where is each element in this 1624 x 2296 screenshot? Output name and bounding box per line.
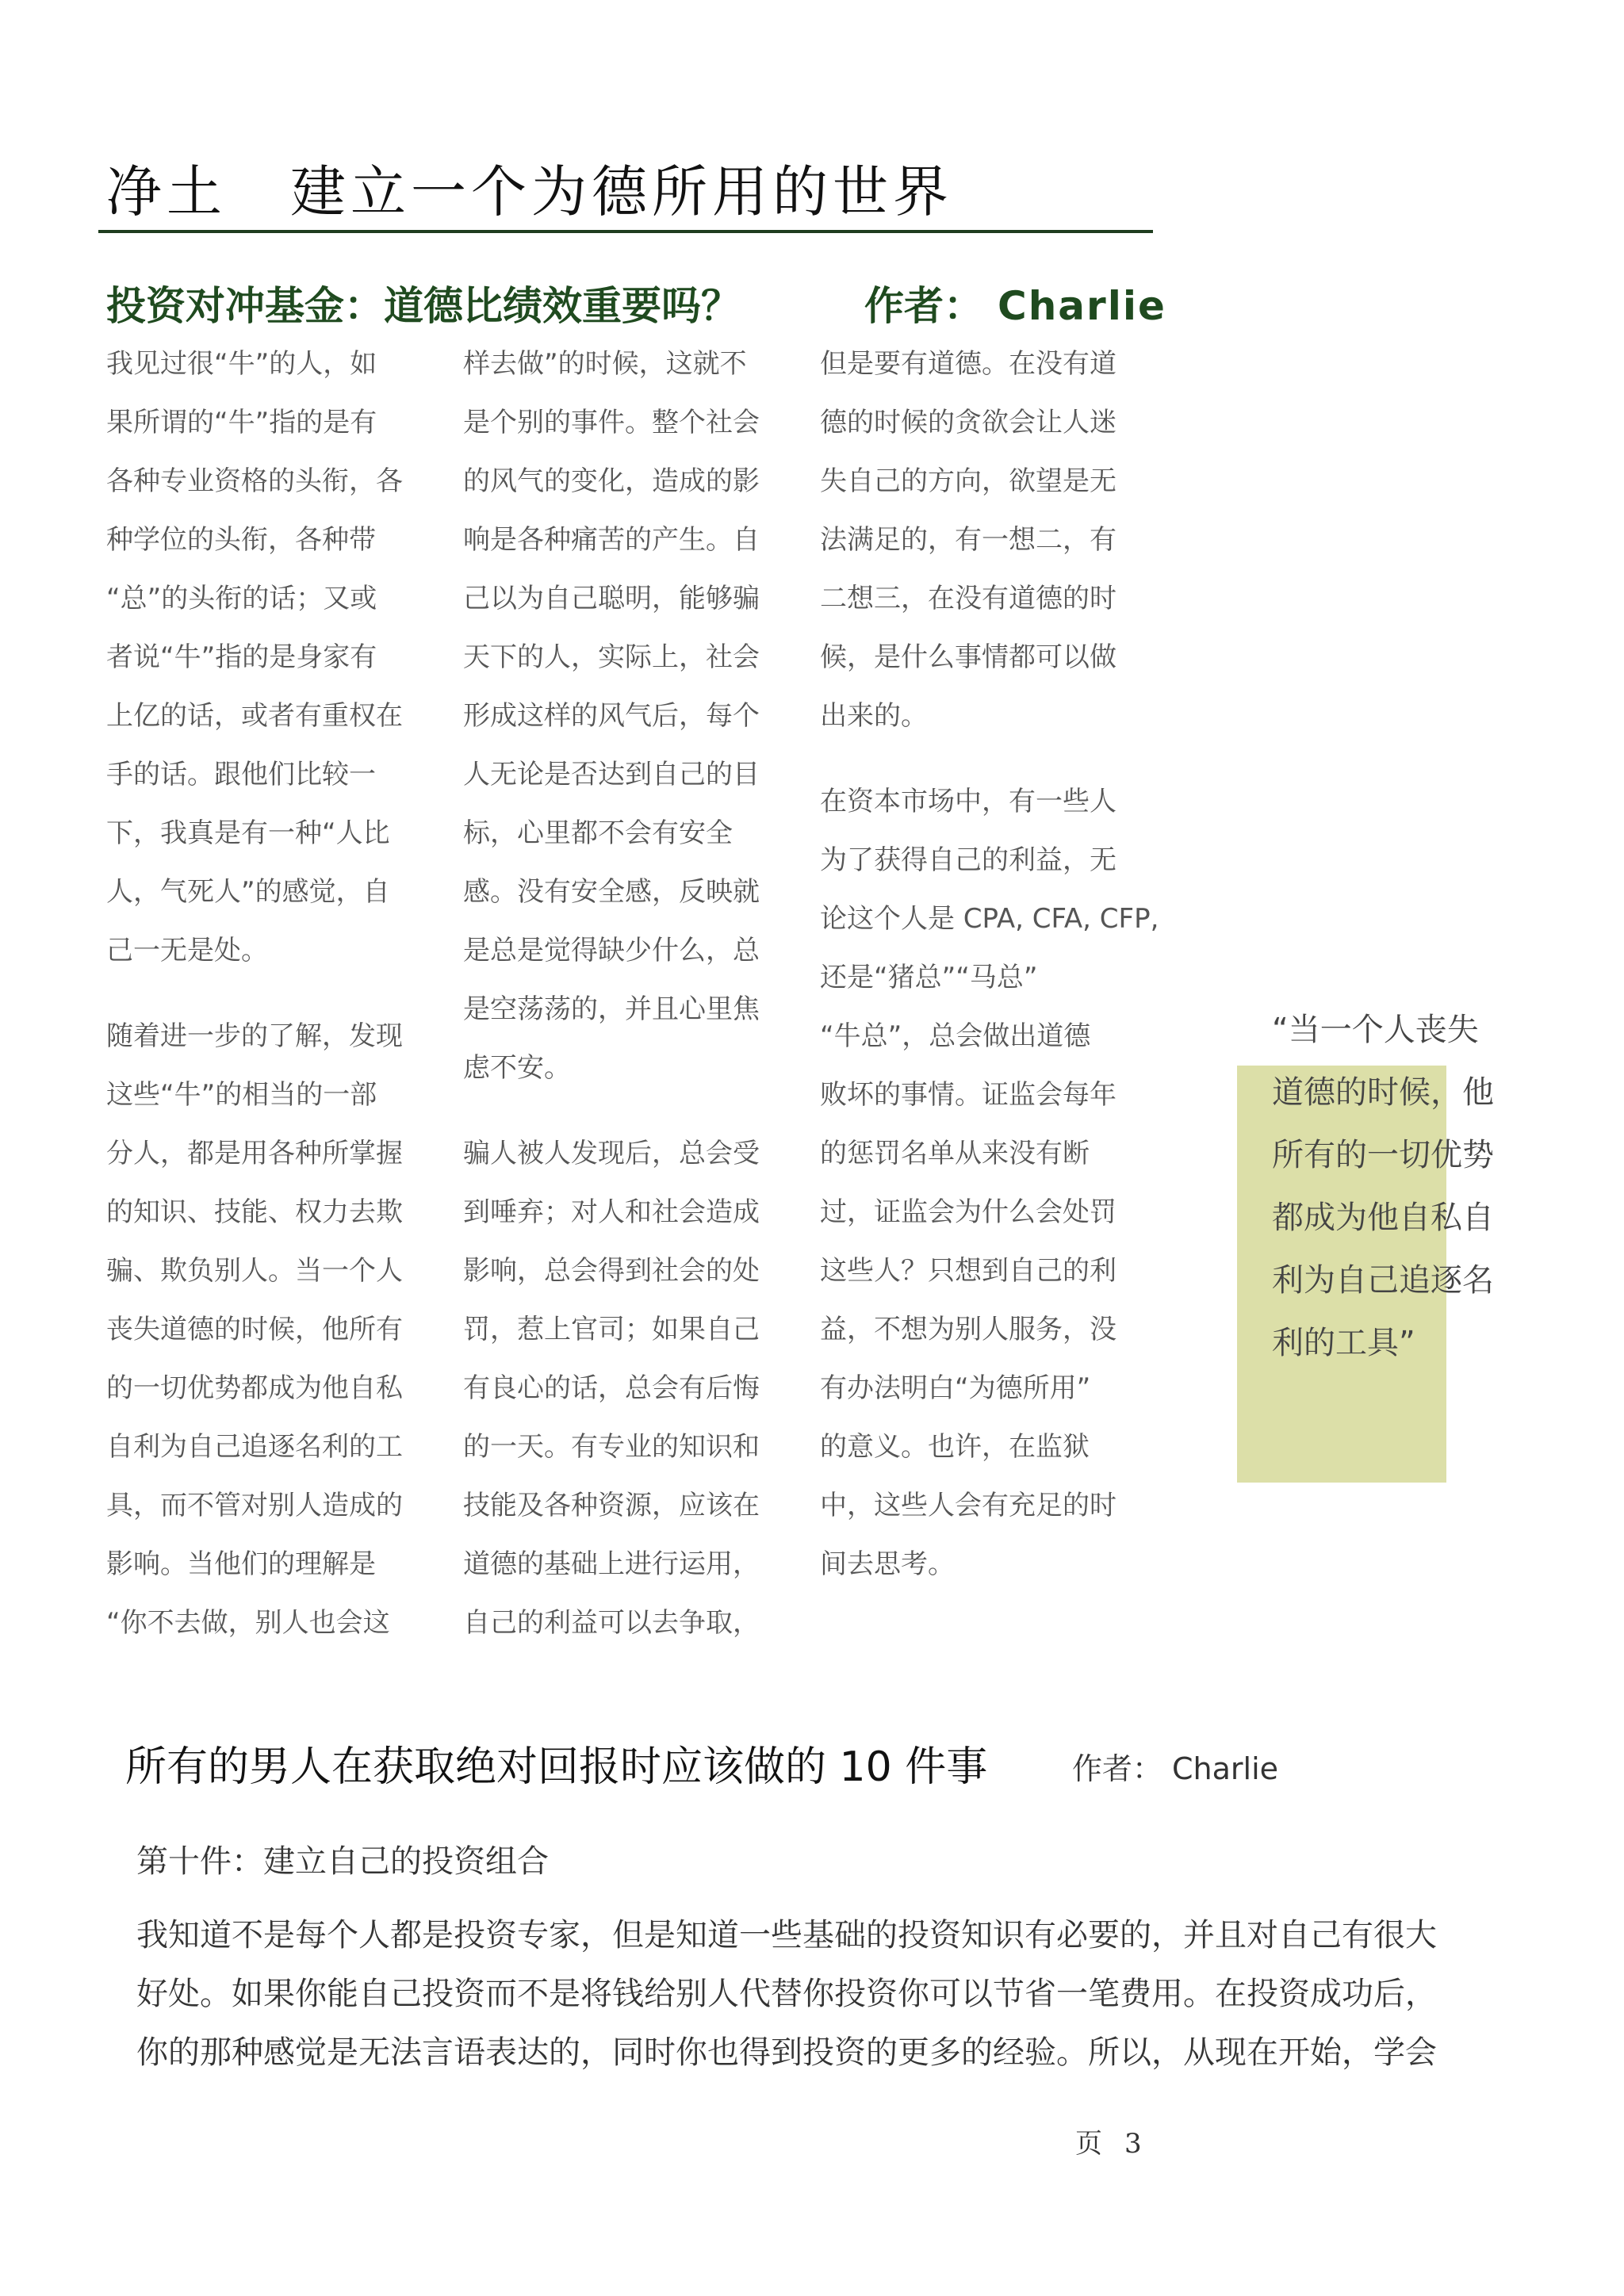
text-line: 下，我真是有一种“人比 [106,817,390,849]
text-line: 种学位的头衔，各种带 [106,524,376,556]
text-line: 的一天。有专业的知识和 [463,1431,760,1463]
text-line: 随着进一步的了解，发现 [106,1020,403,1052]
article2-title: 所有的男人在获取绝对回报时应该做的 10 件事 [125,1743,988,1791]
page-header-title [106,147,953,228]
text-line: 到唾弃；对人和社会造成 [463,1196,760,1228]
text-line: 的风气的变化，造成的影 [463,465,760,497]
pull-quote-line: 利为自己追逐名 [1272,1262,1494,1299]
page-number [1075,2122,1142,2160]
text-line: 者说“牛”指的是身家有 [106,641,377,673]
text-line: 我知道不是每个人都是投资专家，但是知道一些基础的投资知识有必要的，并且对自己有很大 [136,1917,1437,1954]
author-label: 作者： [1072,1751,1163,1786]
text-line: 好处。如果你能自己投资而不是将钱给别人代替你投资你可以节省一笔费用。在投资成功后， [136,1976,1437,2012]
text-line: 但是要有道德。在没有道 [820,348,1116,380]
text-line: 在资本市场中，有一些人 [820,786,1116,817]
text-line: 标，心里都不会有安全 [463,817,733,849]
author-label: 作者： [864,283,983,329]
article1-column-2 [463,335,804,1652]
text-line: 的知识、技能、权力去欺 [106,1196,403,1228]
text-line: 是个别的事件。整个社会 [463,407,760,438]
pull-quote-line: 所有的一切优势 [1272,1137,1494,1173]
author-name: Charlie [1172,1751,1279,1786]
pull-quote [1272,999,1494,1375]
article2-subtitle: 第十件：建立自己的投资组合 [136,1843,549,1880]
text-line: 手的话。跟他们比较一 [106,759,376,790]
text-line: 罚，惹上官司；如果自己 [463,1314,760,1345]
text-line: 自利为自己追逐名利的工 [106,1431,403,1463]
article1-author [864,274,1166,331]
text-line: 骗、欺负别人。当一个人 [106,1255,403,1287]
text-line: 的意义。也许，在监狱 [820,1431,1090,1463]
text-line: 各种专业资格的头衔，各 [106,465,403,497]
text-line: 的惩罚名单从来没有断 [820,1138,1090,1169]
text-line: 益，不想为别人服务，没 [820,1314,1116,1345]
text-line: 分人，都是用各种所掌握 [106,1138,403,1169]
text-line: 影响。当他们的理解是 [106,1548,376,1580]
text-line: 你的那种感觉是无法言语表达的，同时你也得到投资的更多的经验。所以，从现在开始，学会 [136,2034,1437,2071]
text-line: 法满足的，有一想二，有 [820,524,1116,556]
text-line: 响是各种痛苦的产生。自 [463,524,760,556]
text-line: 有办法明白“为德所用” [820,1372,1091,1404]
paragraph-gap [463,1097,804,1124]
text-line: 这些人？只想到自己的利 [820,1255,1116,1287]
author-name: Charlie [998,283,1166,329]
text-line: 这些“牛”的相当的一部 [106,1079,377,1111]
text-line: “总”的头衔的话；又或 [106,583,377,614]
text-line: “你不去做，别人也会这 [106,1607,390,1639]
pull-quote-line: 都成为他自私自 [1272,1200,1494,1236]
pull-quote-line: “当一个人丧失 [1272,1012,1479,1048]
text-line: 自己的利益可以去争取， [463,1607,760,1639]
text-line: 虑不安。 [463,1052,571,1084]
section-name: 净土 [106,159,227,224]
text-line: 间去思考。 [820,1548,955,1580]
page-number-value: 3 [1124,2128,1142,2160]
text-line: 有良心的话，总会有后悔 [463,1372,760,1404]
text-line: 失自己的方向，欲望是无 [820,465,1116,497]
article1-column-3 [820,335,1161,1594]
article2-body [136,1906,1500,2082]
pull-quote-line: 利的工具” [1272,1325,1415,1361]
text-line: 为了获得自己的利益，无 [820,844,1116,876]
text-line: 还是“猪总”“马总” [820,962,1038,993]
text-line: 中，这些人会有充足的时 [820,1490,1116,1521]
article2-author [1072,1744,1278,1788]
text-line: “牛总”，总会做出道德 [820,1020,1091,1052]
header-title-text: 建立一个为德所用的世界 [290,159,953,224]
text-line: 丧失道德的时候，他所有 [106,1314,403,1345]
text-line: 人无论是否达到自己的目 [463,759,760,790]
text-line: 具，而不管对别人造成的 [106,1490,403,1521]
text-line: 是空荡荡的，并且心里焦 [463,993,760,1025]
text-line: 己一无是处。 [106,935,268,966]
text-line: 样去做”的时候，这就不 [463,348,747,380]
header-divider [98,230,1153,233]
text-line: 论这个人是 CPA, CFA, CFP, [820,903,1159,935]
text-line: 出来的。 [820,700,928,732]
text-line: 己以为自己聪明，能够骗 [463,583,760,614]
page-label: 页 [1075,2128,1102,2160]
text-line: 上亿的话，或者有重权在 [106,700,403,732]
text-line: 是总是觉得缺少什么，总 [463,935,760,966]
text-line: 德的时候的贪欲会让人迷 [820,407,1116,438]
text-line: 候，是什么事情都可以做 [820,641,1116,673]
text-line: 感。没有安全感，反映就 [463,876,760,908]
text-line: 的一切优势都成为他自私 [106,1372,403,1404]
text-line: 果所谓的“牛”指的是有 [106,407,377,438]
text-line: 二想三，在没有道德的时 [820,583,1116,614]
text-line: 天下的人，实际上，社会 [463,641,760,673]
text-line: 败坏的事情。证监会每年 [820,1079,1116,1111]
text-line: 形成这样的风气后，每个 [463,700,760,732]
article1-title: 投资对冲基金：道德比绩效重要吗？ [106,283,741,329]
paragraph-gap [820,745,1161,772]
pull-quote-line: 道德的时候，他 [1272,1074,1494,1111]
text-line: 影响，总会得到社会的处 [463,1255,760,1287]
text-line: 骗人被人发现后，总会受 [463,1138,760,1169]
text-line: 过，证监会为什么会处罚 [820,1196,1116,1228]
article1-column-1 [106,335,447,1652]
text-line: 技能及各种资源，应该在 [463,1490,760,1521]
text-line: 我见过很“牛”的人，如 [106,348,377,380]
text-line: 道德的基础上进行运用， [463,1548,760,1580]
text-line: 人，气死人”的感觉，自 [106,876,390,908]
paragraph-gap [106,980,447,1007]
